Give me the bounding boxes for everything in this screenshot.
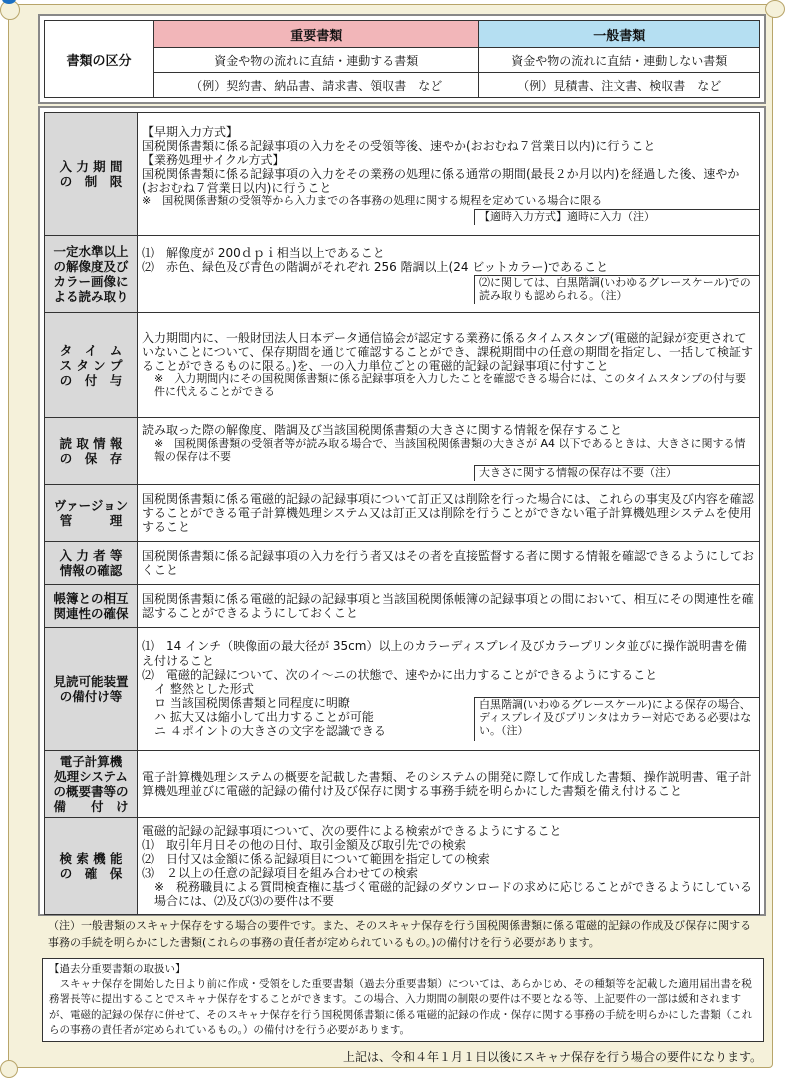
label-line: 読 取 情 報 — [59, 436, 123, 451]
table-row — [45, 313, 760, 418]
text-line: 電子計算機処理システムの概要を記載した書類、そのシステムの開発に際して作成した書類、操作説明書、電子計算機処理並びに電磁的記録の備付け及び保存に関する事務手続を明らかにした書類を備え付けること — [142, 769, 752, 798]
label-line: の備付け等 — [59, 689, 123, 704]
table-row — [45, 585, 760, 628]
text-line: 国税関係書類に係る記録事項の入力をその業務の処理に係る通常の期間(最長２か月以内)を経過した後、速やか(おおむね７営業日以内)に行うこと — [142, 167, 740, 196]
sub-note-box: ⑵に関しては、白黒階調(いわゆるグレースケール)での読み取りも認められる。（注） — [474, 275, 759, 304]
sub-note-box: 大きさに関する情報の保存は不要（注） — [474, 465, 759, 481]
scroll-curl-bottom-left — [0, 1060, 18, 1078]
general-docs-example: （例）見積書、注文書、検収書 など — [479, 73, 760, 98]
row-body-version — [138, 485, 760, 542]
row-label-input-period — [45, 113, 138, 236]
general-docs-desc: 資金や物の流れに直結・連動しない書類 — [479, 48, 760, 73]
row-body-read-info — [138, 418, 760, 485]
document-class-table — [44, 20, 760, 98]
table-row — [45, 236, 760, 313]
label-line: タ イ ム — [59, 342, 123, 358]
text-line: ⑴ 取引年月日その他の日付、取引金額及び取引先での検索 — [142, 837, 467, 852]
row-label-display — [45, 628, 138, 751]
row-label-read-info — [45, 418, 138, 485]
label-line: 検 索 機 能 — [59, 851, 123, 866]
label-line: ヴァージョン — [53, 498, 129, 513]
row-label-inputter — [45, 542, 138, 585]
text-line: 入力期間内に、一般財団法人日本データ通信協会が認定する業務に係るタイムスタンプ(電磁的記録が変更されていないことについて、保存期間を通じて確認することができ、課税期間中の任意の期間を指定し、一括して検証することができるものに限る。)を、一の入力単位ごとの電磁的記録の記録事項に付すこと — [142, 330, 754, 374]
text-line: 電磁的記録の記録事項について、次の要件による検索ができるようにすること — [142, 823, 562, 838]
table-row — [45, 485, 760, 542]
label-line: 関連性の確保 — [53, 606, 129, 621]
row-body-timestamp — [138, 313, 760, 418]
text-line: イ 整然とした形式 — [154, 681, 254, 696]
table-row — [45, 418, 760, 485]
label-line: の解像度及び — [53, 259, 129, 274]
footnote: （注）一般書類のスキャナ保存をする場合の要件です。また、そのスキャナ保存を行う国税関係書類に係る電磁的記録の作成及び保存に関する事務の手続を明らかにした書類(これらの事務の責任者が定められているもの。)の備付けを行う必要があります。 — [48, 919, 752, 949]
label-line: の 確 保 — [59, 866, 123, 881]
label-line: 処理システム — [54, 769, 128, 784]
row-label-search — [45, 818, 138, 915]
important-docs-desc: 資金や物の流れに直結・連動する書類 — [154, 48, 479, 73]
note-line: ※ 国税関係書類の受領等から入力までの各事務の処理に関する規程を定めている場合に限る — [142, 194, 603, 208]
document-class-box — [38, 14, 766, 104]
label-line: 電子計算機 — [59, 754, 123, 769]
row-body-search — [138, 818, 760, 915]
row-body-relation — [138, 585, 760, 628]
table-row — [45, 628, 760, 751]
text-line: ⑴ 解像度が 200ｄｐｉ相当以上であること — [142, 245, 385, 260]
text-line: 【早期入力方式】 — [142, 124, 239, 139]
scroll-curl-top-right — [765, 0, 785, 18]
label-line: 管 理 — [59, 513, 123, 528]
label-line: の 保 存 — [59, 451, 123, 466]
label-line: 備 付 け — [53, 799, 129, 814]
text-line: 国税関係書類に係る電磁的記録の記録事項と当該国税関係帳簿の記録事項との間において、相互にその関連性を確認することができるようにしておくこと — [142, 591, 754, 620]
label-line: の 制 限 — [59, 174, 123, 189]
row-body-inputter — [138, 542, 760, 585]
sub-note-box: 【適時入力方式】適時に入力（注） — [474, 209, 759, 225]
text-line: 国税関係書類に係る記録事項の入力をその受領等後、速やか(おおむね７営業日以内)に行うこと — [142, 138, 656, 153]
important-docs-example: （例）契約書、納品書、請求書、領収書 など — [154, 73, 479, 98]
past-documents-box — [42, 958, 764, 1042]
label-line: カラー画像に — [53, 274, 129, 289]
text-line: 国税関係書類に係る記録事項の入力を行う者又はその者を直接監督する者に関する情報を確認できるようにしておくこと — [142, 548, 755, 577]
note-line: ※ 国税関係書類の受領者等が読み取る場合で、当該国税関係書類の大きさが A4 以下であるときは、大きさに関する情報の保存は不要 — [154, 436, 746, 463]
row-label-relation — [45, 585, 138, 628]
label-line: 見読可能装置 — [53, 674, 129, 689]
label-line: 入 力 期 間 — [59, 159, 123, 174]
row-body-resolution — [138, 236, 760, 313]
row-label-system-docs — [45, 751, 138, 818]
text-line: ⑵ 日付又は金額に係る記録項目について範囲を指定しての検索 — [142, 851, 490, 866]
table-row — [45, 542, 760, 585]
label-line: 帳簿との相互 — [53, 591, 129, 606]
text-line: 読み取った際の解像度、階調及び当該国税関係書類の大きさに関する情報を保存すること — [142, 423, 623, 438]
row-label-version — [45, 485, 138, 542]
note-line: ※ 税務職員による質問検査権に基づく電磁的記録のダウンロードの求めに応じることができるようにしている場合には、⑵及び⑶の要件は不要 — [154, 880, 753, 909]
label-line: 情報の確認 — [59, 563, 123, 578]
important-docs-header: 重要書類 — [154, 21, 479, 48]
text-line: ⑵ 赤色、緑色及び青色の階調がそれぞれ 256 階調以上(24 ビットカラー)であること — [142, 260, 609, 275]
label-line: 一定水準以上 — [53, 244, 129, 259]
row-body-display — [138, 628, 760, 751]
row-label-timestamp — [45, 313, 138, 418]
text-line: 【業務処理サイクル方式】 — [142, 152, 285, 167]
general-docs-header: 一般書類 — [479, 21, 760, 48]
text-line: 国税関係書類に係る電磁的記録の記録事項について訂正又は削除を行った場合には、これらの事実及び内容を確認することができる電子計算機処理システム又は訂正又は削除を行うことができない電子計算機処理システムを使用すること — [142, 491, 754, 535]
class-label: 書類の区分 — [45, 21, 154, 98]
table-row — [45, 113, 760, 236]
row-body-system-docs — [138, 751, 760, 818]
requirements-table — [44, 112, 760, 915]
table-row — [45, 818, 760, 915]
bottom-note: 上記は、令和４年１月１日以後にスキャナ保存を行う場合の要件になります。 — [342, 1050, 762, 1064]
past-documents-body: スキャナ保存を開始した日より前に作成・受領をした重要書類（過去分重要書類）については、あらかじめ、その種類等を記載した適用届出書を税務署長等に提出することでスキャナ保存をすることができます。この場合、入力期間の制限の要件は不要となる等、上記要件の一部は緩和されますが、電磁的記録の保存に併せて、そのスキャナ保存を行う国税関係書類に係る電磁的記録の作成・保存に関する事務の手続を明らかにした書類（これらの事務の責任者が定められているもの。）の備付けを行う必要があります。 — [49, 978, 753, 1036]
requirements-box — [38, 106, 766, 916]
label-line: の 付 与 — [59, 372, 123, 388]
text-line: ⑴ 14 インチ（映像面の最大径が 35cm）以上のカラーディスプレイ及びカラープリンタ並びに操作説明書を備え付けること — [142, 639, 747, 668]
sub-note-box: 白黒階調(いわゆるグレースケール)による保存の場合、ディスプレイ及びプリンタはカラー対応である必要はない。（注） — [474, 697, 759, 740]
label-line: の概要書等の — [53, 784, 129, 799]
label-line: ス タ ン プ — [59, 357, 123, 373]
note-line: ※ 入力期間内にその国税関係書類に係る記録事項を入力したことを確認できる場合には、このタイムスタンプの付与要件に代えることができる — [154, 372, 746, 399]
text-line: ロ 当該国税関係書類と同程度に明瞭 — [154, 696, 350, 711]
text-line: ハ 拡大又は縮小して出力することが可能 — [154, 710, 374, 725]
text-line: ⑶ ２以上の任意の記録項目を組み合わせての検索 — [142, 866, 419, 880]
label-line: 入 力 者 等 — [59, 548, 123, 563]
label-line: よる読み取り — [53, 289, 129, 304]
past-documents-title: 【過去分重要書類の取扱い】 — [49, 963, 186, 975]
text-line: ⑵ 電磁的記録について、次のイ～ニの状態で、速やかに出力することができるようにすること — [142, 667, 658, 682]
row-body-input-period — [138, 113, 760, 236]
row-label-resolution — [45, 236, 138, 313]
text-line: ニ ４ポイントの大きさの文字を認識できる — [154, 724, 386, 739]
table-row — [45, 751, 760, 818]
